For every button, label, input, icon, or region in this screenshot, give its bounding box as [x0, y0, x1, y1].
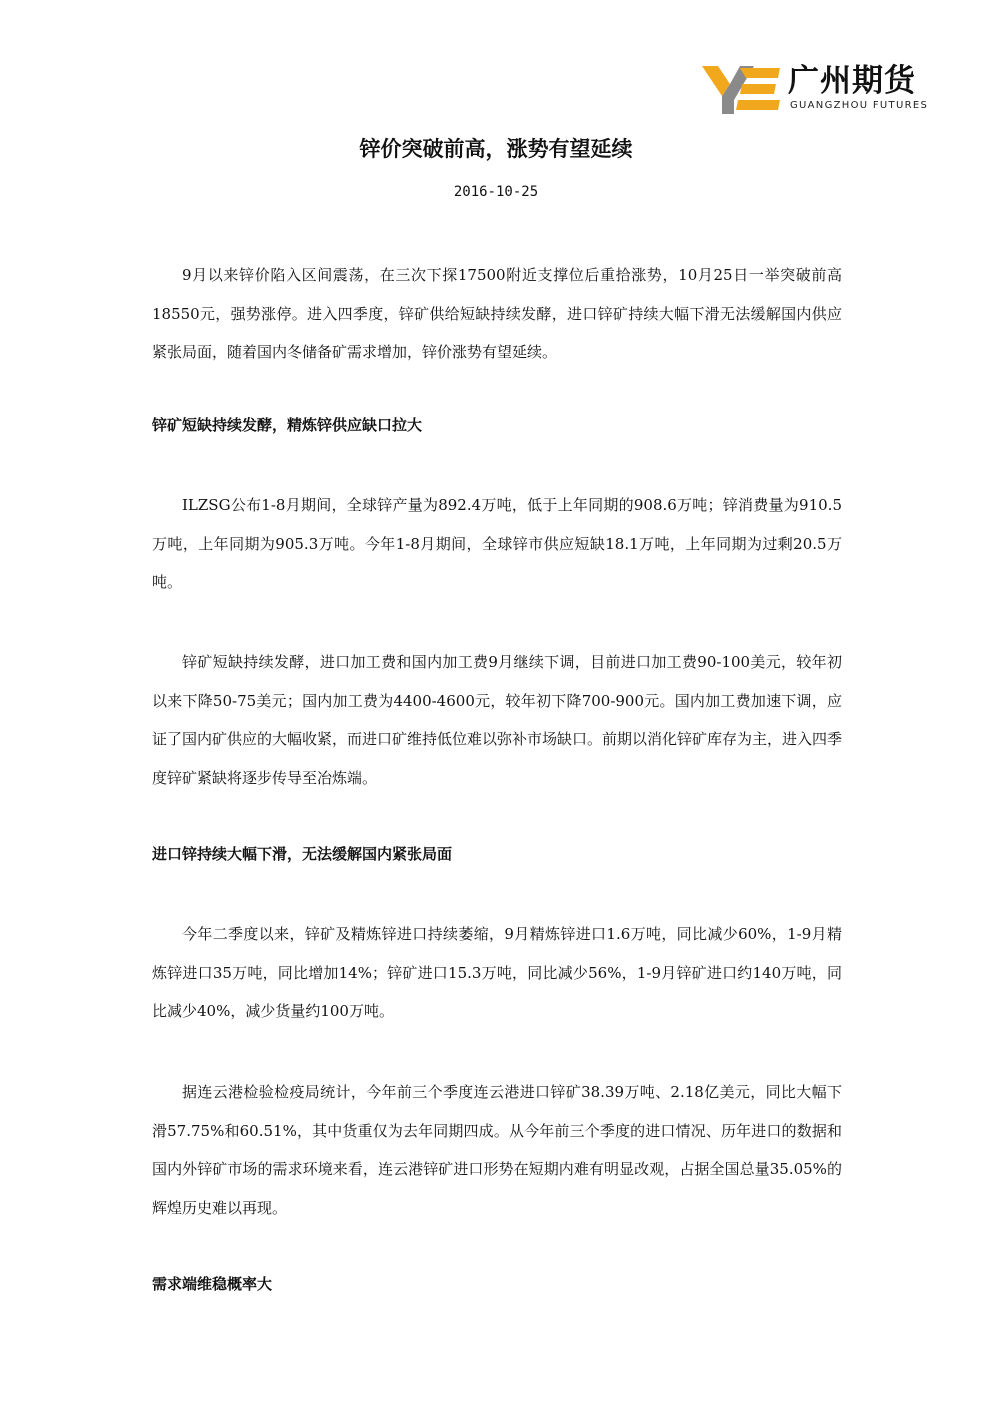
section-heading-zinc-shortage: 锌矿短缺持续发酵，精炼锌供应缺口拉大 — [152, 416, 423, 434]
article-date: 2016-10-25 — [453, 184, 539, 200]
logo-mark-icon — [700, 62, 782, 118]
section-heading-imports: 进口锌持续大幅下滑，无法缓解国内紧张局面 — [152, 845, 453, 863]
section-heading-demand: 需求端维稳概率大 — [152, 1275, 273, 1293]
paragraph-import-volumes: 今年二季度以来，锌矿及精炼锌进口持续萎缩，9月精炼锌进口1.6万吨，同比减少60%，1-9月精炼锌进口35万吨，同比增加14%；锌矿进口15.3万吨，同比减少56%，1-9月锌矿进口约140万吨，同比减少40%，减少货量约100万吨。 — [152, 925, 842, 1020]
company-logo — [700, 62, 930, 118]
intro-paragraph: 9月以来锌价陷入区间震荡，在三次下探17500附近支撑位后重拾涨势，10月25日一举突破前高18550元，强势涨停。进入四季度，锌矿供给短缺持续发酵，进口锌矿持续大幅下滑无法缓解国内供应紧张局面，随着国内冬储备矿需求增加，锌价涨势有望延续。 — [152, 266, 842, 361]
paragraph-processing-fees: 锌矿短缺持续发酵，进口加工费和国内加工费9月继续下调，目前进口加工费90-100美元，较年初以来下降50-75美元；国内加工费为4400-4600元，较年初下降700-900元。国内加工费加速下调，应证了国内矿供应的大幅收紧，而进口矿维持低位难以弥补市场缺口。前期以消化锌矿库存为主，进入四季度锌矿紧缺将逐步传导至冶炼端。 — [152, 653, 843, 787]
logo-chinese-name: 广州期货 — [788, 63, 916, 99]
paragraph-ilzsg-data: ILZSG公布1-8月期间，全球锌产量为892.4万吨，低于上年同期的908.6万吨；锌消费量为910.5万吨，上年同期为905.3万吨。今年1-8月期间，全球锌市供应短缺18.1万吨，上年同期为过剩20.5万吨。 — [152, 496, 842, 591]
logo-english-name: GUANGZHOU FUTURES — [790, 100, 929, 111]
paragraph-lianyungang: 据连云港检验检疫局统计，今年前三个季度连云港进口锌矿38.39万吨、2.18亿美元，同比大幅下滑57.75%和60.51%，其中货重仅为去年同期四成。从今年前三个季度的进口情况、历年进口的数据和国内外锌矿市场的需求环境来看，连云港锌矿进口形势在短期内难有明显改观，占据全国总量35.05%的辉煌历史难以再现。 — [152, 1083, 842, 1217]
article-title: 锌价突破前高，涨势有望延续 — [359, 137, 633, 161]
